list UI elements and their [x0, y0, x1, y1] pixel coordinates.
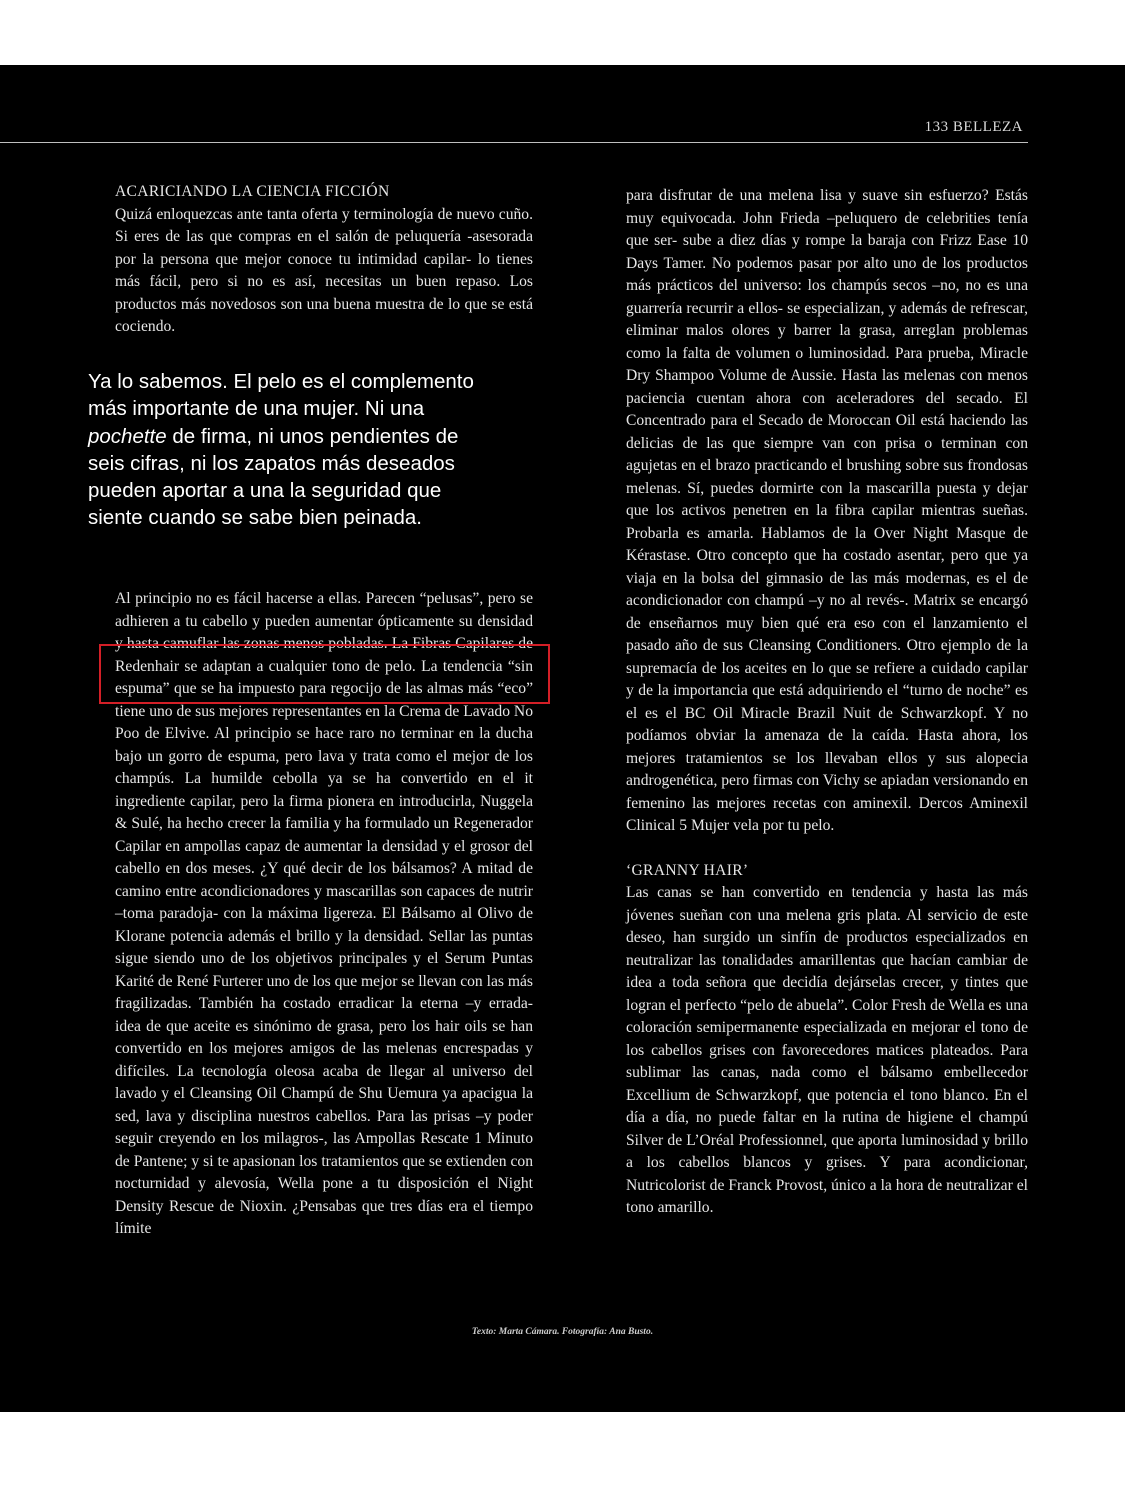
body-paragraph: para disfrutar de una melena lisa y suave sin esfuerzo? Estás muy equivocada. John Frieda –peluquero de celebrities tenía que ser- sube a diez días y rompe la baraja con Frizz Ease 10 Days Tamer. No podemos pasar por alto uno de los productos más prácticos del universo: los champús secos –no, no es una guarrería recurrir a ellos- se especializan, y además de refrescar, eliminar malos olores y barrer la grasa, arreglan problemas como la falta de volumen o luminosidad. Para prueba, Miracle Dry Shampoo Volume de Aussie. Hasta las melenas con menos paciencia cuentan ahora con aceleradores del secado. El Concentrado para el Secado de Moroccan Oil está haciendo las delicias de las que siempre van con prisa o terminan con agujetas en el brazo practicando el brushing sobre sus frondosas melenas. Sí, puedes dormirte con la mascarilla puesta y dejar que los activos penetren en la fibra capilar mientras sueñas. Probarla es amarla. Hablamos de la Over Night Masque de Kérastase. Otro concepto que ha costado asentar, pero que ya viaja en la bolsa del gimnasio de las más modernas, es el de acondicionador con champú –y no al revés-. Matrix se encargó de enseñarnos muy bien qué era eso con el lanzamiento el pasado año de sus Cleansing Conditioners. Otro ejemplo de la supremacía de los aceites en lo que se refiere a cuidado capilar y de la importancia que está adquiriendo el “turno de noche” es el es el BC Oil Miracle Brazil Nuit de Schwarzkopf. Y no podíamos obviar la amenaza de la caída. Hasta ahora, los mejores tratamientos se los llevaban ellos y sus alopecia androgenética, pero firmas con Vichy se apiadan versionando en femenino las mejores recetas con aminexil. Dercos Aminexil Clinical 5 Mujer vela por tu pelo.: [626, 187, 1028, 834]
magazine-page: [0, 65, 1125, 1412]
pull-quote-italic: pochette: [88, 424, 167, 448]
credit-line: Texto: Marta Cámara. Fotografía: Ana Busto.: [471, 1327, 654, 1337]
header-rule: [0, 142, 1028, 143]
page-number-section: 133 BELLEZA: [924, 119, 1023, 135]
pull-quote-text: [88, 368, 488, 532]
section-heading: ‘GRANNY HAIR’: [626, 861, 749, 879]
highlight-box: [99, 644, 550, 704]
body-paragraph: Las canas se han convertido en tendencia y hasta las más jóvenes sueñan con una melena gris plata. Al servicio de este deseo, han surgido un sinfín de productos especializados en neutralizar las tonalidades amarillentas que hacían cambiar de idea a toda señora que decidía dejárselas crecer, y tintes que logran el perfecto “pelo de abuela”. Color Fresh de Wella es una coloración semipermanente especializada en mejorar el tono de los cabellos grises con favorecedores matices plateados. Para sublimar las canas, nada como el bálsamo embellecedor Excellium de Schwarzkopf, que potencia el tono blanco. En el día a día, no puede faltar en la rutina de higiene el champú Silver de L’Oréal Professionnel, que aporta luminosidad y brillo a los cabellos blancos y grises. Y para acondicionar, Nutricolorist de Franck Provost, único a la hora de neutralizar el tono amarillo.: [626, 884, 1028, 1216]
left-column-intro: [115, 181, 533, 339]
body-paragraph: Al principio no es fácil hacerse a ellas. Parecen “pelusas”, pero se adhieren a tu cabello y pueden aumentar ópticamente su densidad y hasta camuflar las zonas menos pobladas. La Fibras Capilares de Redenhair se adaptan a cualquier tono de pelo. La tendencia “sin espuma” que se ha impuesto para regocijo de las almas más “eco” tiene uno de sus mejores representantes en la Crema de Lavado No Poo de Elvive. Al principio se hace raro no terminar en la ducha bajo un gorro de espuma, pero lava y trata como el mejor de los champús. La humilde cebolla ya se ha convertido en el it ingrediente capilar, pero la firma pionera en introducirla, Nuggela & Sulé, ha hecho crecer la familia y ha formulado un Regenerador Capilar en ampollas capaz de aumentar la densidad y el grosor del cabello en dos meses. ¿Y qué decir de los bálsamos? A mitad de camino entre acondicionadores y mascarillas son capaces de nutrir –toma paradoja- con la máxima ligereza. El Bálsamo al Olivo de Klorane potencia además el brillo y la densidad. Sellar las puntas sigue siendo uno de los objetivos principales y el Serum Puntas Karité de René Furterer uno de los que mejor se llevan con las más fragilizadas. También ha costado erradicar la eterna –y errada- idea de que aceite es sinónimo de grasa, pero los hair oils se han convertido en los mejores amigos de las melenas encrespadas y difíciles. La tecnología oleosa acaba de llegar al universo del lavado y el Cleansing Oil Champú de Shu Uemura ya apacigua la sed, lava y disciplina nuestros cabellos. Para las prisas –y poder seguir creyendo en los milagros-, las Ampollas Rescate 1 Minuto de Pantene; y si te apasionan los tratamientos que se extienden con nocturnidad y alevosía, Wella pone a tu disposición el Night Density Rescue de Nioxin. ¿Pensabas que tres días era el tiempo límite: [115, 590, 533, 1237]
section-heading: ACARICIANDO LA CIENCIA FICCIÓN: [115, 183, 390, 200]
pull-quote-part: de firma, ni unos pendientes de seis cifras, ni los zapatos más deseados pueden aportar a una la seguridad que siente cuando se sabe bien peinada.: [88, 424, 459, 530]
pull-quote-part: Ya lo sabemos. El pelo es el complemento más importante de una mujer. Ni una: [88, 370, 474, 421]
intro-paragraph: Quizá enloquezcas ante tanta oferta y terminología de nuevo cuño. Si eres de las que compras en el salón de peluquería -asesorada por la persona que mejor conoce tu intimidad capilar- lo tienes más fácil, pero si no es así, necesitas un buen repaso. Los productos más novedosos son una buena muestra de lo que se está cociendo.: [115, 205, 533, 335]
right-column: [626, 185, 1028, 1220]
spacer: [626, 838, 1028, 860]
pull-quote: [88, 368, 488, 532]
